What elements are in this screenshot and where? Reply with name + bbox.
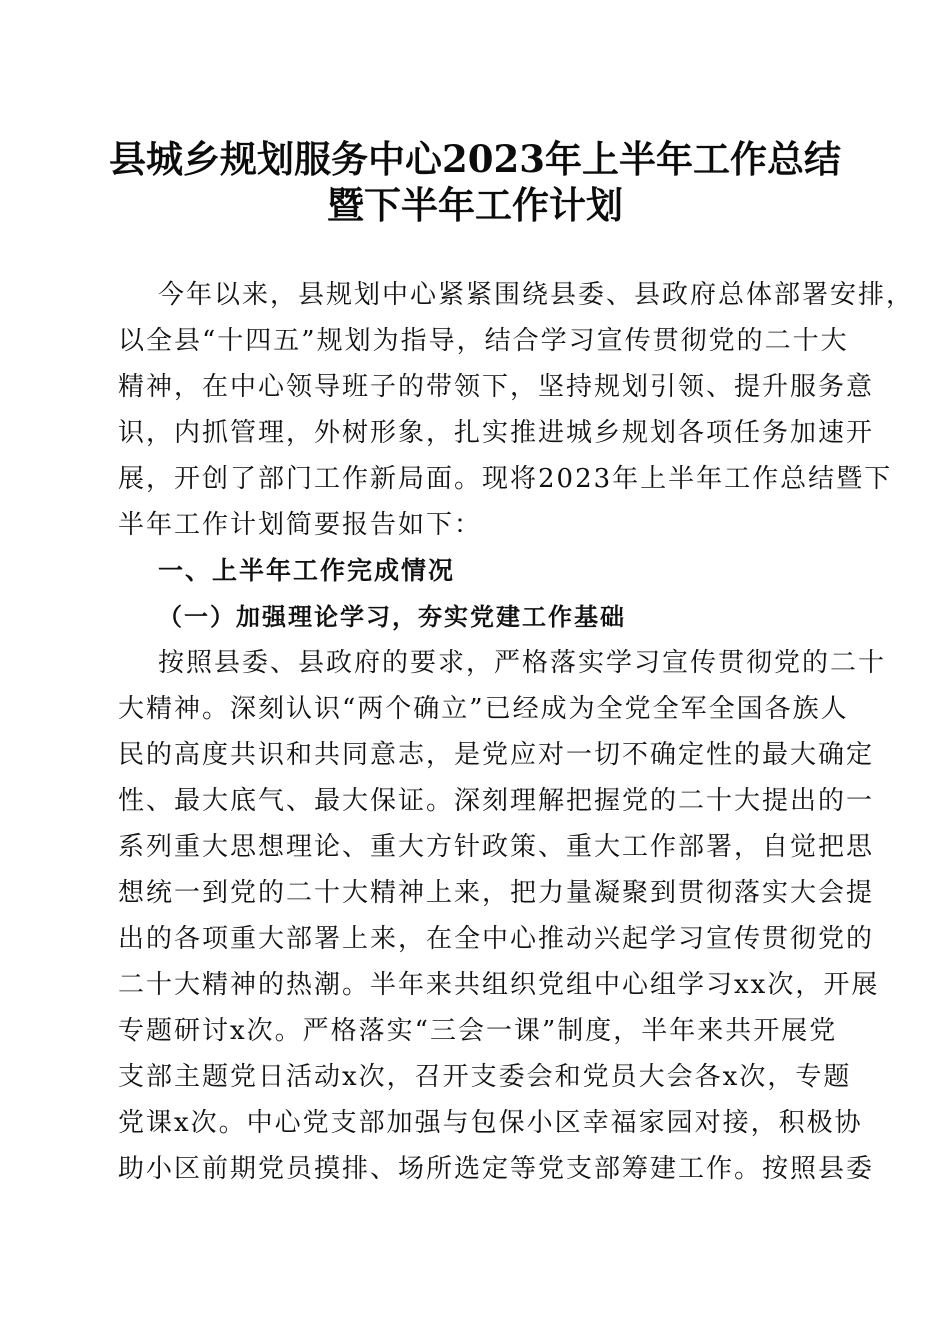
paragraph-line: 性、最大底气、最大保证。深刻理解把握党的二十大提出的一: [118, 786, 875, 816]
document-title-line-2: 暨下半年工作计划: [327, 183, 623, 227]
intro-line: 今年以来，县规划中心紧紧围绕县委、县政府总体部署安排，: [158, 280, 915, 310]
paragraph-line: 想统一到党的二十大精神上来，把力量凝聚到贯彻落实大会提: [118, 878, 875, 908]
paragraph-line: 党课x次。中心党支部加强与包保小区幸福家园对接，积极协: [118, 1108, 863, 1138]
paragraph-line: 支部主题党日活动x次，召开支委会和党员大会各x次，专题: [118, 1062, 852, 1092]
intro-line: 半年工作计划简要报告如下：: [118, 510, 483, 540]
paragraph-line: 专题研讨x次。严格落实“三会一课”制度，半年来共开展党: [118, 1016, 838, 1046]
paragraph-line: 出的各项重大部署上来，在全中心推动兴起学习宣传贯彻党的: [118, 924, 875, 954]
intro-line: 展，开创了部门工作新局面。现将2023年上半年工作总结暨下: [118, 464, 893, 494]
paragraph-line: 民的高度共识和共同意志，是党应对一切不确定性的最大确定: [118, 740, 875, 770]
paragraph-line: 大精神。深刻认识“两个确立”已经成为全党全军全国各族人: [118, 694, 849, 724]
section-heading: 一、上半年工作完成情况: [158, 556, 456, 585]
paragraph-line: 系列重大思想理论、重大方针政策、重大工作部署，自觉把思: [118, 832, 875, 862]
paragraph-line: 二十大精神的热潮。半年来共组织党组中心组学习xx次，开展: [118, 970, 880, 1000]
intro-line: 以全县“十四五”规划为指导，结合学习宣传贯彻党的二十大: [118, 326, 849, 356]
intro-line: 精神，在中心领导班子的带领下，坚持规划引领、提升服务意: [118, 372, 875, 402]
paragraph-line: 按照县委、县政府的要求，严格落实学习宣传贯彻党的二十: [158, 648, 887, 678]
document-body: [118, 272, 915, 1192]
document-title-line-1: 县城乡规划服务中心2023年上半年工作总结: [109, 137, 841, 181]
paragraph-line: 助小区前期党员摸排、场所选定等党支部筹建工作。按照县委: [118, 1154, 875, 1184]
subsection-heading: （一）加强理论学习，夯实党建工作基础: [158, 603, 626, 631]
intro-line: 识，内抓管理，外树形象，扎实推进城乡规划各项任务加速开: [118, 418, 875, 448]
